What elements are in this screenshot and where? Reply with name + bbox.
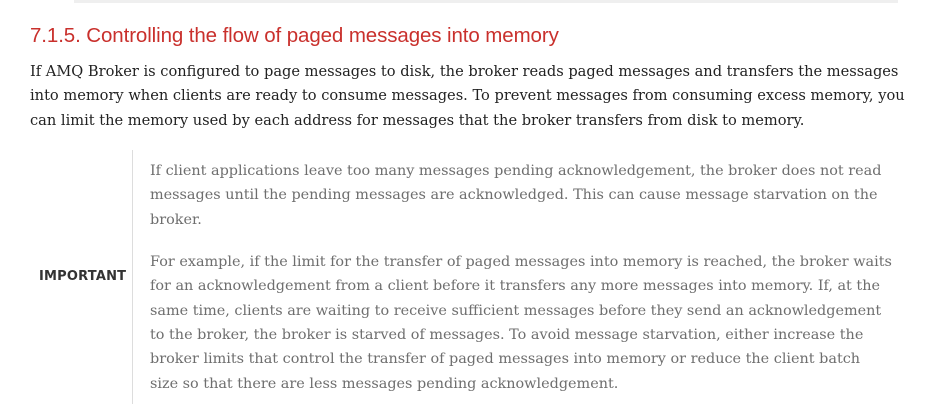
admonition-label: IMPORTANT [39, 269, 127, 284]
intro-paragraph: If AMQ Broker is configured to page messages to disk, the broker reads paged messages and transfers the messages into memory when clients are ready to consume messages. To prevent messages from consuming excess memory, you can limit the memory used by each address for messages that the broker transfers from disk to memory. [30, 63, 905, 129]
important-admonition [0, 150, 945, 404]
top-divider [74, 0, 898, 3]
section-title: 7.1.5. Controlling the flow of paged messages into memory [30, 24, 559, 47]
admonition-paragraph: For example, if the limit for the transfer of paged messages into memory is reached, the broker waits for an acknowledgement from a client before it transfers any more messages into memory. If, at the same time, clients are waiting to receive sufficient messages before they send an acknowledgement to the broker, the broker is starved of messages. To avoid message starvation, either increase the broker limits that control the transfer of paged messages into memory or reduce the client batch size so that there are less messages pending acknowledgement. [150, 253, 892, 392]
admonition-paragraph: If client applications leave too many messages pending acknowledgement, the broker does not read messages until the pending messages are acknowledged. This can cause message starvation on the broker. [150, 163, 882, 228]
admonition-body [150, 159, 892, 414]
admonition-divider [132, 150, 133, 404]
